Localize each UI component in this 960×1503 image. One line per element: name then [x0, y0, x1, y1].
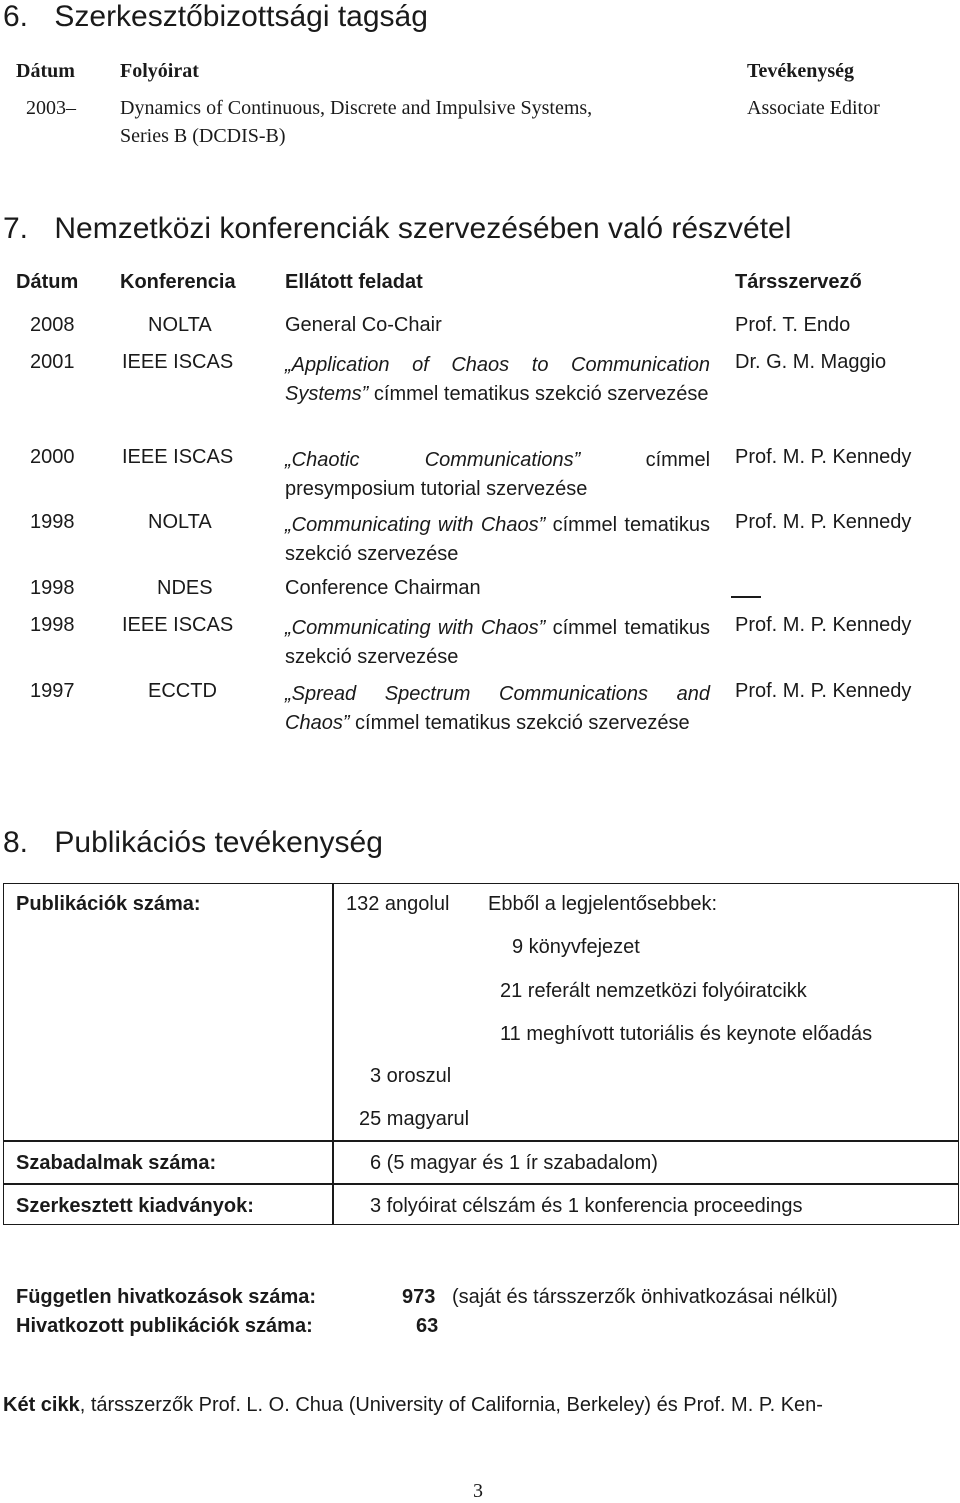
conf-header-coorganizer: Társszervező [735, 271, 862, 293]
publication-table-rule [3, 1183, 958, 1185]
section-8-heading [3, 826, 383, 860]
conf-header-date: Dátum [16, 271, 79, 293]
conf-task-title: „Communicating with Chaos” [285, 617, 546, 639]
publications-english: 132 angolul [346, 893, 450, 915]
conf-coorganizer: Dr. G. M. Maggio [735, 351, 887, 373]
publications-articles: 21 referált nemzetközi folyóiratcikk [500, 980, 807, 1002]
no-coorganizer-dash [731, 596, 761, 598]
editorial-activity: Associate Editor [747, 97, 880, 119]
conf-task [285, 351, 710, 409]
edited-volumes-value: 3 folyóirat célszám és 1 konferencia proceedings [370, 1195, 803, 1217]
section-6-heading [3, 0, 428, 34]
conf-task [285, 680, 710, 738]
page-number: 3 [473, 1480, 483, 1502]
conf-task [285, 614, 710, 672]
editorial-journal-line2: Series B (DCDIS-B) [120, 125, 286, 147]
conf-year: 2001 [30, 351, 75, 373]
conf-header-task: Ellátott feladat [285, 271, 423, 293]
editorial-date: 2003– [26, 97, 76, 119]
conf-name: IEEE ISCAS [122, 614, 234, 636]
conf-year: 1997 [30, 680, 75, 702]
conf-coorganizer: Prof. M. P. Kennedy [735, 511, 912, 533]
citations-note: (saját és társszerzők önhivatkozásai nélkül) [452, 1286, 838, 1308]
publications-label: Publikációk száma: [16, 893, 201, 915]
conf-year: 1998 [30, 614, 75, 636]
conf-task-title: „Chaotic Communications” [285, 449, 581, 471]
citations-label: Független hivatkozások száma: [16, 1286, 317, 1308]
publications-hungarian: 25 magyarul [359, 1108, 470, 1130]
conf-task-description: címmel tematikus szekció szervezése [368, 383, 709, 405]
conf-coorganizer: Prof. M. P. Kennedy [735, 446, 912, 468]
publications-russian: 3 oroszul [370, 1065, 452, 1087]
conf-header-conference: Konferencia [120, 271, 236, 293]
two-papers-line [3, 1394, 823, 1417]
conf-year: 1998 [30, 577, 75, 599]
cited-publications-label: Hivatkozott publikációk száma: [16, 1315, 313, 1337]
edited-volumes-label: Szerkesztett kiadványok: [16, 1195, 254, 1217]
publications-chapters: 9 könyvfejezet [512, 936, 640, 958]
conf-year: 2000 [30, 446, 75, 468]
conf-task: Conference Chairman [285, 577, 481, 599]
citations-value: 973 [402, 1286, 436, 1308]
conf-task-description: címmel tematikus szekció szervezése [285, 617, 710, 668]
conf-name: IEEE ISCAS [122, 446, 234, 468]
conf-name: IEEE ISCAS [122, 351, 234, 373]
section-7-number: 7. [3, 212, 29, 245]
conf-task: General Co-Chair [285, 314, 442, 336]
conf-coorganizer: Prof. T. Endo [735, 314, 851, 336]
conf-task [285, 446, 710, 504]
section-6-number: 6. [3, 0, 29, 33]
patents-value: 6 (5 magyar és 1 ír szabadalom) [370, 1152, 658, 1174]
conf-task [285, 511, 710, 569]
conf-task-description: címmel tematikus szekció szervezése [349, 712, 690, 734]
conf-coorganizer: Prof. M. P. Kennedy [735, 680, 912, 702]
conf-task-description: címmel presymposium tutorial szervezése [285, 449, 711, 500]
section-8-title: Publikációs tevékenység [54, 826, 383, 859]
conf-task-title: „Communicating with Chaos” [285, 514, 546, 536]
section-6-title: Szerkesztőbizottsági tagság [54, 0, 428, 33]
conf-task-title: „Application of Chaos to Communication Systems” [285, 354, 710, 405]
header-activity: Tevékenység [747, 60, 855, 82]
conf-year: 2008 [30, 314, 75, 336]
section-7-heading [3, 212, 791, 246]
header-journal: Folyóirat [120, 60, 199, 82]
conf-task-title: „Spread Spectrum Communications and Chaos” [285, 683, 710, 734]
section-7-title: Nemzetközi konferenciák szervezésében való részvétel [54, 212, 792, 245]
conf-name: NOLTA [148, 511, 212, 533]
patents-label: Szabadalmak száma: [16, 1152, 217, 1174]
publications-tutorials: 11 meghívott tutoriális és keynote előadás [500, 1023, 873, 1045]
cited-publications-value: 63 [416, 1315, 439, 1337]
two-papers-text: , társszerzők Prof. L. O. Chua (University of California, Berkeley) és Prof. M. P. Ken- [79, 1394, 823, 1416]
conf-name: NDES [157, 577, 213, 599]
conf-name: NOLTA [148, 314, 212, 336]
conf-task-description: címmel tematikus szekció szervezése [285, 514, 710, 565]
two-papers-lead: Két cikk [3, 1394, 80, 1416]
publication-table-divider [332, 883, 334, 1225]
section-8-number: 8. [3, 826, 29, 859]
publication-table-rule [3, 1140, 958, 1142]
conf-name: ECCTD [148, 680, 217, 702]
publications-of-which: Ebből a legjelentősebbek: [488, 893, 718, 915]
editorial-journal-line1: Dynamics of Continuous, Discrete and Impulsive Systems, [120, 97, 593, 119]
conf-year: 1998 [30, 511, 75, 533]
header-date: Dátum [16, 60, 75, 82]
conf-coorganizer: Prof. M. P. Kennedy [735, 614, 912, 636]
